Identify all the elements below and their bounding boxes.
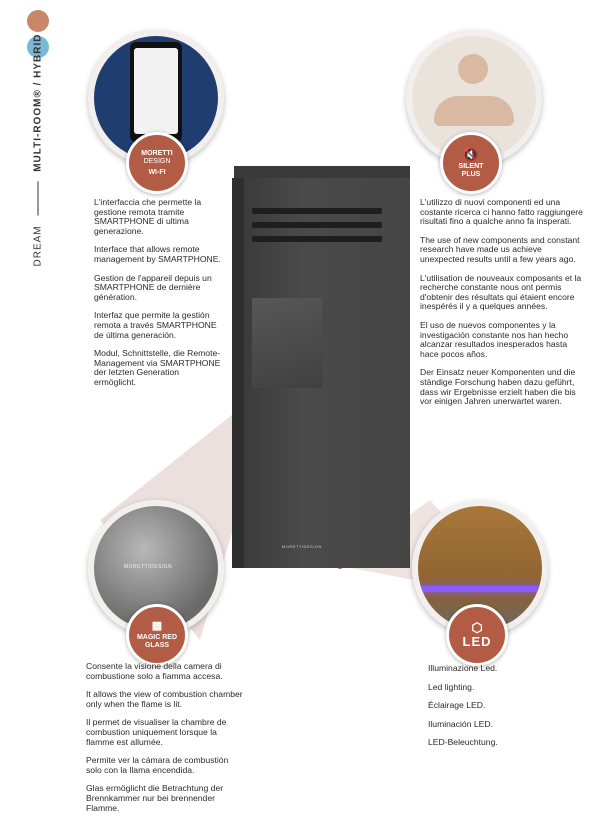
rail-divider xyxy=(37,182,38,216)
glass-brand: MORETTIDESIGN xyxy=(124,564,173,570)
vent-slot xyxy=(252,208,382,214)
product-name: DREAM xyxy=(32,225,44,267)
led-bulb-icon: ⬡ xyxy=(471,620,483,635)
vent-slot xyxy=(252,222,382,228)
list-item: Illuminazione Led. xyxy=(428,663,498,673)
wifi-description: L'interfaccia che permette la gestione remota tramite SMARTPHONE di ultima generazione. Interface that allows remote management by SMARTPHONE. Gestion de l'appareil depuis un SMARTPHONE de dernière génération. Interfaz que permite la gestión remota a través SMARTPHONE de última generación. Modul, Schnittstelle, die Remote-Management via SMARTPHONE der letzten Generation ermöglicht. xyxy=(94,197,221,387)
yoga-figure xyxy=(458,54,488,84)
silent-description: L'utilizzo di nuovi componenti ed una costante ricerca ci hanno fatto raggiungere risultati fino a qualche anno fa insperati. The use of new components and constant research have made us achieve unexpected results until a few years ago. L'utilisation de nouveaux composants et la recherche constante nous ont permis d'obtenir des résultats qui étaient encore inespérés il y a quelques années. El uso de nuevos componentes y la investigación constante nos han hecho alcanzar resultados inesperados hasta hace pocos años. Der Einsatz neuer Komponenten und die ständige Forschung haben dazu geführt, dass wir Ergebnisse erzielt haben die bis vor einigen Jahren unerwartet waren. xyxy=(420,197,583,407)
stove-side xyxy=(232,178,244,568)
brand-logo-icon xyxy=(27,10,49,32)
product-line-label xyxy=(33,34,44,267)
stove-glass-window xyxy=(252,298,322,388)
list-item: LED-Beleuchtung. xyxy=(428,737,498,748)
silent-badge: 🔇 SILENT PLUS xyxy=(440,132,502,194)
smartphone-image xyxy=(130,42,182,142)
led-strip xyxy=(418,586,542,592)
led-badge: ⬡ LED xyxy=(446,604,508,666)
vent-slot xyxy=(252,236,382,242)
glass-description: Consente la visione della camera di combustione solo a fiamma accesa. It allows the view of combustion chamber only when the flame is lit. Il permet de visualiser la chambre de combustion uniquement lorsque la flamme est allumée. Permite ver la cámara de combustión solo con la llama encendida. Glas ermöglicht die Betrachtung der Brennkammer nur bei brennender Flamme. xyxy=(86,661,243,813)
product-series: MULTI-ROOM® / HYBRID xyxy=(32,33,44,172)
list-item: Iluminación LED. xyxy=(428,718,493,729)
list-item: Éclairage LED. xyxy=(428,700,486,711)
led-description xyxy=(428,664,578,757)
glass-badge: ▦ MAGIC RED GLASS xyxy=(126,604,188,666)
list-item: Led lighting. xyxy=(428,681,475,692)
wifi-badge: MORETTI DESIGN WI-FI xyxy=(126,132,188,194)
stove-brand: MORETTIDESIGN xyxy=(282,544,322,549)
mute-icon: 🔇 xyxy=(462,146,480,162)
glass-icon: ▦ xyxy=(151,620,163,632)
